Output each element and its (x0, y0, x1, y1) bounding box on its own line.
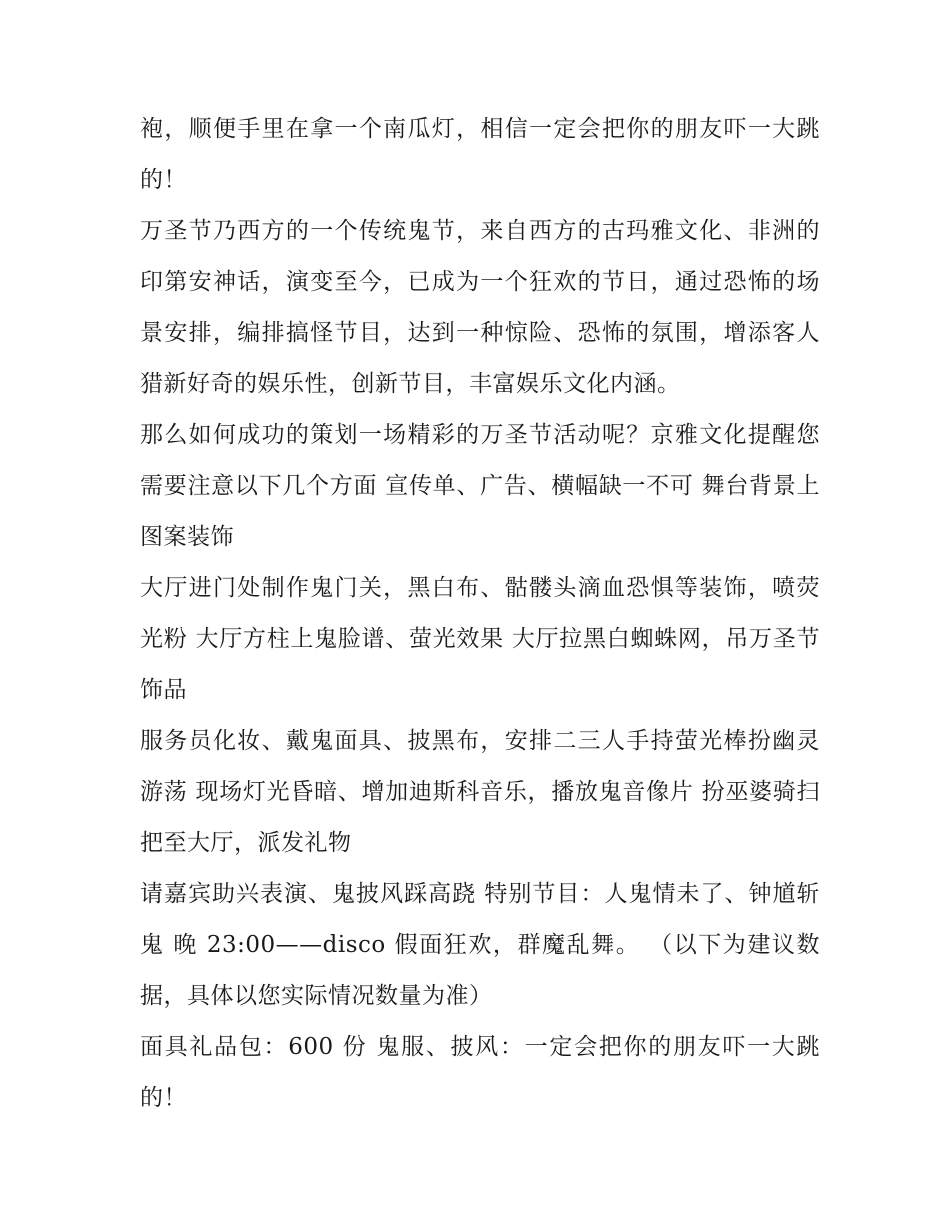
paragraph-2: 万圣节乃西方的一个传统鬼节，来自西方的古玛雅文化、非洲的印第安神话，演变至今，已成为一个狂欢的节日，通过恐怖的场景安排，编排搞怪节目，达到一种惊险、恐怖的氛围，增添客人猎新好奇的娱乐性，创新节目，丰富娱乐文化内涵。 (140, 218, 820, 397)
paragraph-3: 那么如何成功的策划一场精彩的万圣节活动呢？京雅文化提醒您需要注意以下几个方面 宣传单、广告、横幅缺一不可 舞台背景上图案装饰 (140, 422, 820, 550)
paragraph-6: 请嘉宾助兴表演、鬼披风踩高跷 特别节目：人鬼情未了、钟馗斩鬼 晚 23:00——disco 假面狂欢，群魔乱舞。 （以下为建议数据，具体以您实际情况数量为准） (140, 881, 820, 1009)
paragraph-7: 面具礼品包：600 份 鬼服、披风：一定会把你的朋友吓一大跳的！ (140, 1034, 820, 1111)
paragraph-4: 大厅进门处制作鬼门关，黑白布、骷髅头滴血恐惧等装饰，喷荧光粉 大厅方柱上鬼脸谱、萤光效果 大厅拉黑白蜘蛛网，吊万圣节饰品 (140, 575, 820, 703)
paragraph-5: 服务员化妆、戴鬼面具、披黑布，安排二三人手持萤光棒扮幽灵游荡 现场灯光昏暗、增加迪斯科音乐，播放鬼音像片 扮巫婆骑扫把至大厅，派发礼物 (140, 728, 820, 856)
document-body (140, 104, 820, 1124)
paragraph-1: 袍，顺便手里在拿一个南瓜灯，相信一定会把你的朋友吓一大跳的！ (140, 116, 820, 193)
